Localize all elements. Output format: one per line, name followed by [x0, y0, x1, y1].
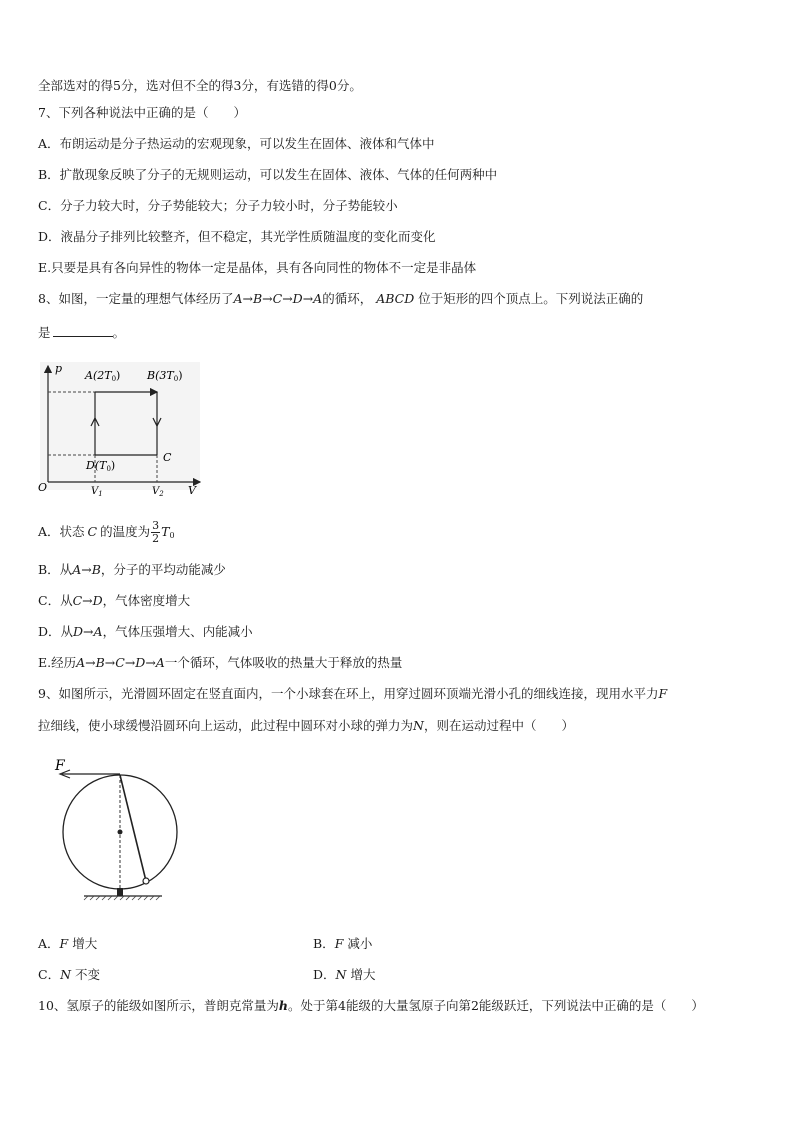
- q7-option-b: B．扩散现象反映了分子的无规则运动，可以发生在固体、液体、气体的任何两种中: [38, 167, 498, 182]
- answer-blank: [53, 324, 113, 337]
- label-b: B(3T0): [147, 369, 183, 383]
- q8-option-a: A．状态 C 的温度为 $\frac{3}{2}$ $T_0$: [38, 519, 175, 545]
- origin-label: O: [38, 481, 48, 494]
- pv-diagram: [35, 360, 215, 500]
- label-d: D(T0): [86, 459, 116, 473]
- label-v2: $V_2$: [152, 486, 164, 498]
- q8-stem: 8、如图，一定量的理想气体经历了A→B→C→D→A的循环， ABCD 位于矩形的四个顶点上。下列说法正确的: [38, 291, 644, 306]
- fraction-three-halves: $\frac{3}{2}$: [152, 519, 160, 545]
- label-v1: $V_1$: [91, 486, 103, 498]
- ring-center: [118, 830, 123, 835]
- small-ball: [143, 878, 149, 884]
- q7-option-d: D．液晶分子排列比较整齐，但不稳定，其光学性质随温度的变化而变化: [38, 229, 436, 244]
- ring-support: [117, 888, 123, 896]
- q9-option-b: B．F 减小: [313, 936, 373, 951]
- q8-option-c: C．从C→D，气体密度增大: [38, 593, 191, 608]
- q9-option-a: A．F 增大: [38, 936, 98, 951]
- q7-option-e: E.只要是具有各向异性的物体一定是晶体，具有各向同性的物体不一定是非晶体: [38, 260, 477, 275]
- q8-option-e: E.经历A→B→C→D→A一个循环，气体吸收的热量大于释放的热量: [38, 655, 403, 670]
- q8-option-d: D．从D→A，气体压强增大、内能减小: [38, 624, 253, 639]
- q9-option-c: C．N 不变: [38, 967, 100, 982]
- q7-option-a: A．布朗运动是分子热运动的宏观现象，可以发生在固体、液体和气体中: [38, 136, 435, 151]
- ring-diagram: [50, 752, 200, 904]
- label-a: A(2T0): [85, 369, 121, 383]
- string: [120, 775, 146, 881]
- q9-stem: 9、如图所示，光滑圆环固定在竖直面内，一个小球套在环上，用穿过圆环顶端光滑小孔的细线连接，现用水平力F: [38, 686, 668, 701]
- q8-option-b: B．从A→B，分子的平均动能减少: [38, 562, 226, 577]
- q7-option-c: C．分子力较大时，分子势能较大；分子力较小时，分子势能较小: [38, 198, 398, 213]
- q7-stem: 7、下列各种说法中正确的是（ ）: [38, 105, 246, 120]
- p-axis-label: p: [55, 362, 63, 375]
- q9-stem-line2: 拉细线，使小球缓慢沿圆环向上运动，此过程中圆环对小球的弹力为N，则在运动过程中（ ）: [38, 718, 574, 733]
- label-c: C: [163, 451, 172, 464]
- q10-stem: 10、氢原子的能级如图所示，普朗克常量为h。处于第4能级的大量氢原子向第2能级跃迁，下列说法中正确的是（ ）: [38, 998, 704, 1013]
- scoring-note: 全部选对的得5分，选对但不全的得3分，有选错的得0分。: [38, 78, 362, 93]
- q8-stem-line2: 是 。: [38, 325, 126, 340]
- q9-option-d: D．N 增大: [313, 967, 376, 982]
- force-f-label: F: [55, 758, 65, 774]
- v-axis-label: V: [188, 484, 196, 497]
